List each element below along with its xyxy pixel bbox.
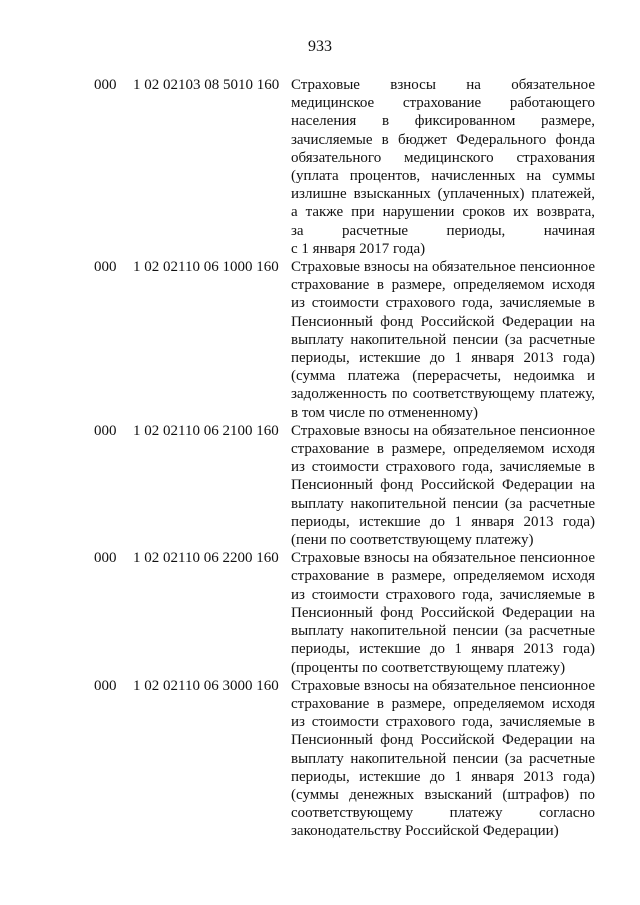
budget-classification-code: 1 02 02110 06 1000 160: [133, 259, 279, 276]
description-line: периоды, истекшие до 1 января 2013 года): [291, 513, 595, 530]
description-line: из стоимости страхового года, зачисляемые в: [291, 586, 595, 603]
description-line: Страховые взносы на обязательное: [291, 77, 595, 93]
classification-table: [0, 76, 640, 841]
description-line: задолженность по соответствующему платежу,: [291, 386, 595, 403]
description-line: Пенсионный фонд Российской Федерации на: [291, 604, 595, 621]
description-line: Страховые взносы на обязательное пенсионное: [291, 259, 595, 276]
description-line: страхование в размере, определяемом исходя: [291, 277, 595, 294]
budget-classification-code: 1 02 02110 06 3000 160: [133, 677, 279, 694]
description-line: с 1 января 2017 года): [291, 240, 426, 257]
page-number: 933: [308, 38, 332, 55]
description-line: Страховые взносы на обязательное пенсионное: [291, 677, 595, 694]
row-description: [291, 76, 595, 258]
description-line: Страховые взносы на обязательное пенсионное: [291, 550, 595, 567]
table-row: [0, 258, 640, 422]
description-line: (проценты по соответствующему платежу): [291, 659, 566, 676]
row-description: [291, 422, 595, 549]
description-line: страхование в размере, определяемом исходя: [291, 441, 595, 458]
description-line: законодательству Российской Федерации): [291, 823, 559, 840]
description-line: населения в фиксированном размере,: [291, 113, 595, 130]
table-row: [0, 76, 640, 258]
admin-code: 000: [94, 77, 117, 93]
admin-code: 000: [94, 422, 117, 439]
description-line: в том числе по отмененному): [291, 404, 478, 421]
description-line: излишне взысканных (уплаченных) платежей,: [291, 186, 595, 203]
budget-classification-code: 1 02 02103 08 5010 160: [133, 77, 280, 93]
description-line: выплату накопительной пенсии (за расчетные: [291, 750, 595, 767]
description-line: выплату накопительной пенсии (за расчетные: [291, 623, 595, 640]
description-line: страхование в размере, определяемом исходя: [291, 695, 595, 712]
description-line: а также при нарушении сроков их возврата,: [291, 204, 595, 221]
description-line: медицинское страхование работающего: [291, 95, 595, 112]
row-description: [291, 258, 595, 422]
admin-code: 000: [94, 677, 117, 694]
description-line: периоды, истекшие до 1 января 2013 года): [291, 350, 595, 367]
description-line: обязательного медицинского страхования: [291, 149, 595, 166]
description-line: (уплата процентов, начисленных на суммы: [291, 168, 595, 185]
description-line: Пенсионный фонд Российской Федерации на: [291, 732, 595, 749]
description-line: из стоимости страхового года, зачисляемые в: [291, 295, 595, 312]
description-line: выплату накопительной пенсии (за расчетные: [291, 331, 595, 348]
admin-code: 000: [94, 550, 117, 567]
description-line: из стоимости страхового года, зачисляемые в: [291, 459, 595, 476]
description-line: (сумма платежа (перерасчеты, недоимка и: [291, 368, 595, 385]
description-line: за расчетные периоды, начиная: [291, 222, 595, 239]
table-row: [0, 549, 640, 676]
table-row: [0, 677, 640, 841]
admin-code: 000: [94, 259, 117, 276]
description-line: страхование в размере, определяемом исходя: [291, 568, 595, 585]
description-line: периоды, истекшие до 1 января 2013 года): [291, 641, 595, 658]
description-line: соответствующему платежу согласно: [291, 805, 595, 822]
table-row: [0, 422, 640, 549]
row-description: [291, 549, 595, 676]
description-line: (суммы денежных взысканий (штрафов) по: [291, 786, 595, 803]
description-line: из стоимости страхового года, зачисляемые в: [291, 714, 595, 731]
description-line: зачисляемые в бюджет Федерального фонда: [291, 131, 595, 148]
description-line: Пенсионный фонд Российской Федерации на: [291, 313, 595, 330]
budget-classification-code: 1 02 02110 06 2100 160: [133, 422, 279, 439]
budget-classification-code: 1 02 02110 06 2200 160: [133, 550, 279, 567]
description-line: выплату накопительной пенсии (за расчетные: [291, 495, 595, 512]
description-line: (пени по соответствующему платежу): [291, 532, 534, 549]
description-line: периоды, истекшие до 1 января 2013 года): [291, 768, 595, 785]
description-line: Страховые взносы на обязательное пенсионное: [291, 422, 595, 439]
description-line: Пенсионный фонд Российской Федерации на: [291, 477, 595, 494]
row-description: [291, 677, 595, 841]
